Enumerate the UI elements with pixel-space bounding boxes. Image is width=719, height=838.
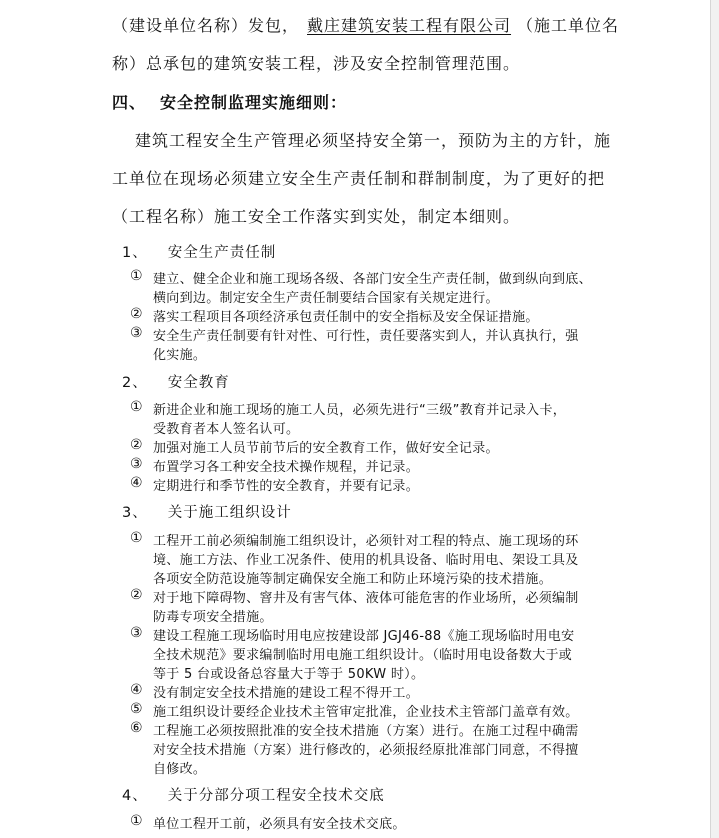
item-text: 自修改。 [153, 762, 207, 777]
item-text: 定期进行和季节性的安全教育，并要有记录。 [153, 479, 420, 494]
paragraph-line: 工单位在现场必须建立安全生产责任制和群制制度，为了更好的把 [112, 169, 606, 188]
item-text: 化实施。 [153, 348, 207, 363]
subsection-title [122, 501, 292, 522]
item-text: 建设工程施工现场临时用电应按建设部 JGJ46-88《施工现场临时用电安 [153, 629, 575, 644]
intro-text-a: （建设单位名称）发包， [112, 16, 300, 35]
item-text: 受教育者本人签名认可。 [153, 422, 300, 437]
subsection-number: 4、 [122, 788, 148, 804]
intro-line-2: 称）总承包的建筑安装工程，涉及安全控制管理范围。 [112, 54, 521, 73]
item-text: 横向到边。制定安全生产责任制要结合国家有关规定进行。 [153, 291, 499, 306]
subsection-label: 安全教育 [167, 375, 230, 391]
item-text: 新进企业和施工现场的施工人员，必须先进行“三级”教育并记录入卡， [153, 403, 567, 418]
item-text: 落实工程项目各项经济承包责任制中的安全指标及安全保证措施。 [153, 310, 539, 325]
item-marker: ⑤ [130, 701, 143, 717]
intro-text-b: （施工单位名 [517, 16, 620, 35]
paragraph-line: 建筑工程安全生产管理必须坚持安全第一，预防为主的方针，施 [135, 131, 612, 150]
item-marker: ② [130, 587, 143, 603]
item-text: 没有制定安全技术措施的建设工程不得开工。 [153, 686, 420, 701]
item-text: 加强对施工人员节前节后的安全教育工作，做好安全记录。 [153, 441, 499, 456]
subsection-number: 1、 [122, 245, 148, 261]
subsection-number: 3、 [122, 505, 148, 521]
intro-line-1 [112, 13, 619, 36]
subsection-title [122, 371, 230, 392]
item-text: 布置学习各工种安全技术操作规程，并记录。 [153, 460, 420, 475]
contractor-name: 戴庄建筑安装工程有限公司 [307, 16, 512, 35]
item-text: 单位工程开工前，必须具有安全技术交底。 [153, 817, 406, 832]
item-marker: ① [130, 399, 143, 415]
subsection-number: 2、 [122, 375, 148, 391]
item-text: 工程施工必须按照批准的安全技术措施（方案）进行。在施工过程中确需 [153, 724, 579, 739]
subsection-label: 安全生产责任制 [167, 245, 277, 261]
item-text: 各项安全防范设施等制定确保安全施工和防止环境污染的技术措施。 [153, 572, 553, 587]
item-marker: ③ [130, 456, 143, 472]
item-marker: ④ [130, 475, 143, 491]
paragraph-line: （工程名称）施工安全工作落实到实处，制定本细则。 [112, 207, 521, 226]
item-marker: ① [130, 813, 143, 829]
item-marker: ② [130, 437, 143, 453]
item-marker: ② [130, 306, 143, 322]
item-text: 安全生产责任制要有针对性、可行性，责任要落实到人，并认真执行，强 [153, 329, 579, 344]
item-text: 施工组织设计要经企业技术主管审定批准，企业技术主管部门盖章有效。 [153, 705, 579, 720]
item-marker: ④ [130, 682, 143, 698]
item-text: 工程开工前必须编制施工组织设计，必须针对工程的特点、施工现场的环 [153, 534, 579, 549]
subsection-title [122, 784, 385, 805]
item-marker: ③ [130, 325, 143, 341]
subsection-title [122, 241, 276, 262]
item-marker: ① [130, 268, 143, 284]
item-text: 对安全技术措施（方案）进行修改的，必须报经原批准部门同意，不得擅 [153, 743, 579, 758]
section-heading [112, 90, 347, 113]
item-text: 对于地下障碍物、窨井及有害气体、液体可能危害的作业场所，必须编制 [153, 591, 579, 606]
item-text: 全技术规范》要求编制临时用电施工组织设计。（临时用电设备数大于或 [153, 648, 573, 663]
item-text: 建立、健全企业和施工现场各级、各部门安全生产责任制，做到纵向到底、 [153, 272, 592, 287]
heading-title: 安全控制监理实施细则： [160, 93, 348, 112]
item-marker: ③ [130, 625, 143, 641]
item-marker: ⑥ [130, 720, 143, 736]
subsection-label: 关于施工组织设计 [167, 505, 292, 521]
subsection-label: 关于分部分项工程安全技术交底 [167, 788, 385, 804]
item-marker: ① [130, 530, 143, 546]
item-text: 等于 5 台或设备总容量大于等于 50KW 时）。 [153, 667, 425, 682]
item-text: 防毒专项安全措施。 [153, 610, 273, 625]
heading-number: 四、 [112, 93, 147, 112]
item-text: 境、施工方法、作业工况条件、使用的机具设备、临时用电、架设工具及 [153, 553, 579, 568]
